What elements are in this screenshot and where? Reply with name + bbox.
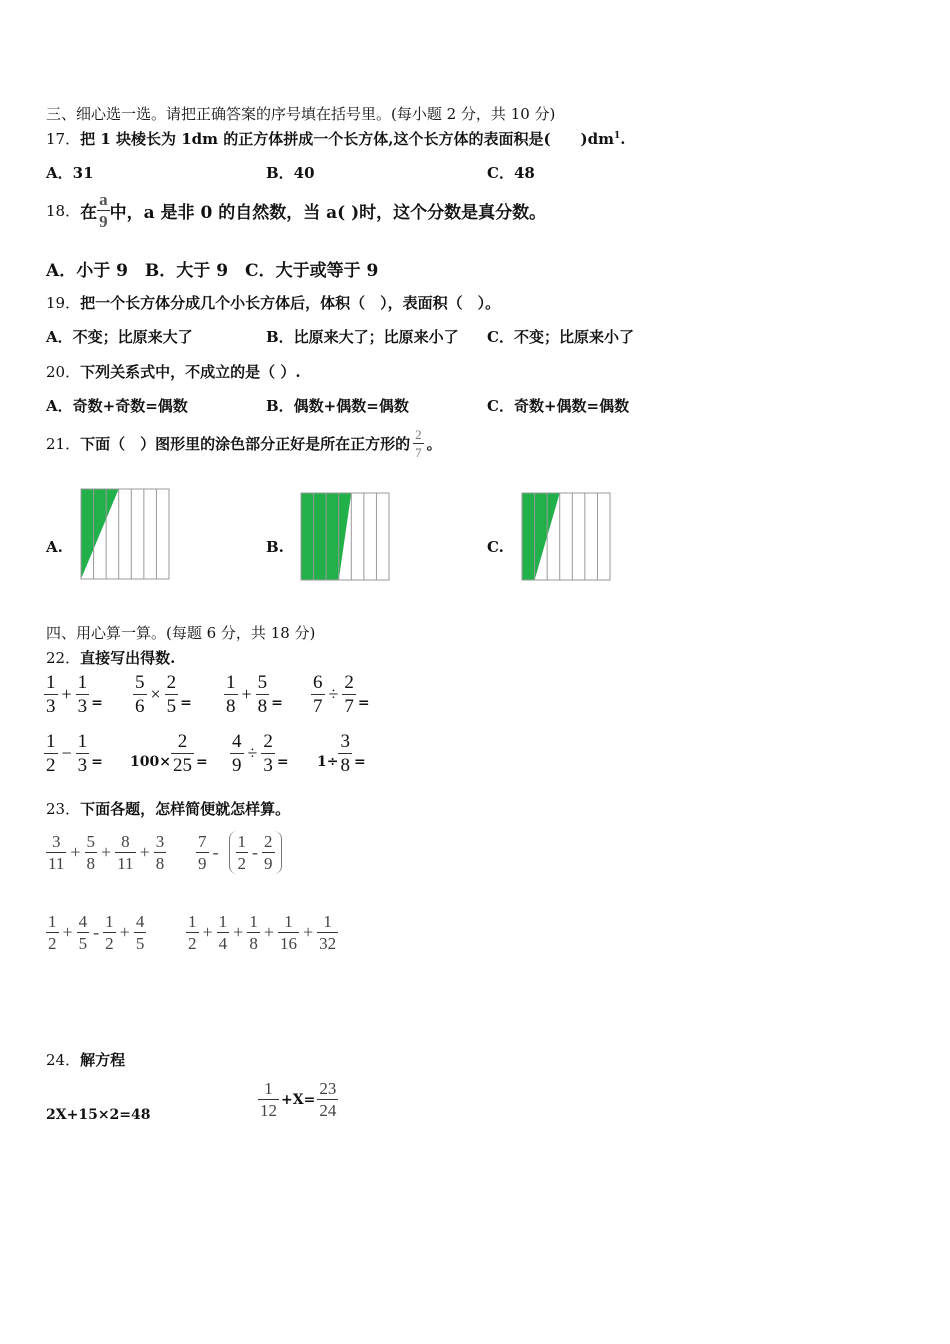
fraction-denominator: 16	[279, 934, 297, 953]
question-19-option-a[interactable]: A．不变；比原来大了	[46, 328, 193, 346]
fraction-denominator: 2	[105, 934, 114, 953]
fraction-numerator: 1	[249, 912, 258, 931]
fraction-denominator: 3	[77, 696, 88, 717]
question-21	[46, 428, 442, 459]
fraction-denominator: 2	[46, 755, 56, 776]
equals-sign: =	[353, 754, 366, 770]
question-23-number: 23．	[46, 800, 81, 818]
question-21-option-b[interactable]: B.	[266, 538, 284, 556]
fraction-numerator: 1	[188, 912, 197, 931]
fraction-denominator: 6	[135, 696, 145, 717]
equation-2-middle: +X=	[281, 1091, 316, 1108]
question-24	[46, 1049, 125, 1070]
fraction-numerator: 1	[264, 1079, 273, 1098]
fraction-denominator: 7	[415, 445, 422, 460]
fraction	[317, 913, 338, 952]
question-21-option-c[interactable]: C.	[487, 538, 504, 556]
question-19-option-c[interactable]: C．不变；比原来小了	[487, 328, 634, 346]
equation-2	[258, 1080, 338, 1119]
fraction	[103, 913, 116, 952]
fraction-numerator: a	[99, 190, 108, 209]
question-18-options[interactable]: A．小于 9 B．大于 9 C．大于或等于 9	[46, 261, 379, 281]
question-20-option-a[interactable]: A．奇数+奇数=偶数	[46, 397, 188, 415]
fraction	[247, 913, 260, 952]
fraction	[317, 1080, 338, 1119]
fraction-denominator: 25	[172, 755, 192, 776]
operator: -	[93, 922, 100, 942]
fraction-denominator: 7	[313, 696, 323, 717]
calc-prefix: 100×	[130, 754, 171, 770]
fraction-denominator: 3	[46, 696, 56, 717]
fraction-numerator: 1	[48, 912, 57, 931]
question-24-number: 24．	[46, 1051, 81, 1069]
fraction-numerator: 2	[415, 427, 422, 442]
question-17-end: .	[620, 130, 626, 148]
question-20-text: 下列关系式中，不成立的是（ ）.	[80, 363, 301, 381]
equation-1: 2X+15×2=48	[46, 1107, 151, 1123]
fraction-denominator: 5	[78, 934, 88, 953]
equals-sign: =	[276, 754, 289, 770]
option-c-figure[interactable]	[521, 492, 613, 582]
operator: +	[302, 922, 314, 942]
fraction-numerator: 1	[77, 731, 88, 752]
operator: +	[233, 922, 244, 942]
question-17-option-c[interactable]: C．48	[487, 164, 535, 182]
fraction-numerator: 1	[77, 672, 88, 693]
question-23-text: 下面各题，怎样简便就怎样算。	[80, 800, 291, 818]
question-21-fraction	[413, 428, 424, 459]
fraction-numerator: 2	[166, 672, 177, 693]
shaded-region	[81, 489, 119, 579]
fraction	[236, 833, 249, 872]
fraction	[46, 913, 59, 952]
operator: +	[61, 684, 72, 704]
fraction-denominator: 4	[218, 934, 228, 953]
fraction	[171, 732, 194, 775]
question-21-number: 21．	[46, 435, 81, 453]
calc-item-3	[224, 673, 283, 716]
calc-prefix: 1÷	[317, 754, 339, 770]
fraction-denominator: 32	[319, 934, 337, 953]
operator: −	[61, 743, 72, 763]
question-20-option-c[interactable]: C．奇数+偶数=偶数	[487, 397, 630, 415]
fraction-numerator: 3	[340, 731, 350, 752]
operator: +	[119, 922, 130, 942]
calc-item-7	[230, 732, 289, 775]
fraction-numerator: 1	[46, 731, 56, 752]
question-17-exponent: 1	[614, 131, 621, 141]
fraction	[165, 673, 179, 716]
fraction-numerator: 1	[226, 672, 236, 693]
equals-sign: =	[91, 695, 103, 711]
question-22	[46, 647, 175, 668]
fraction-numerator: 1	[237, 832, 246, 851]
operator: +	[101, 842, 112, 862]
calc-item-4	[311, 673, 370, 716]
operator: ÷	[328, 684, 339, 704]
fraction-numerator: 1	[218, 912, 228, 931]
fraction-numerator: 5	[135, 672, 145, 693]
fraction-denominator: 8	[340, 755, 350, 776]
operator: +	[241, 684, 252, 704]
fraction	[217, 913, 230, 952]
question-20-number: 20．	[46, 363, 81, 381]
fraction-numerator: 1	[105, 912, 114, 931]
shaded-region	[522, 493, 560, 580]
simplify-expression-3	[46, 913, 146, 952]
fraction-denominator: 9	[232, 755, 242, 776]
operator: -	[212, 842, 219, 862]
fraction-denominator: 2	[48, 934, 57, 953]
fraction	[76, 732, 90, 775]
question-19-number: 19．	[46, 294, 81, 312]
fraction-denominator: 9	[198, 854, 207, 873]
fraction-numerator: 2	[264, 832, 273, 851]
fraction	[44, 732, 58, 775]
equals-sign: =	[357, 695, 370, 711]
fraction-denominator: 24	[319, 1101, 337, 1120]
fraction-denominator: 7	[344, 696, 354, 717]
question-17-option-b[interactable]: B．40	[266, 164, 315, 182]
question-17-number: 17．	[46, 130, 81, 148]
option-b-figure[interactable]	[300, 492, 392, 582]
question-17-text: 把 1 块棱长为 1dm 的正方体拼成一个长方体,这个长方体的表面积是( )dm	[80, 130, 614, 148]
question-19	[46, 292, 500, 313]
operator: +	[263, 922, 274, 942]
fraction	[261, 732, 275, 775]
calc-item-1	[44, 673, 103, 716]
equals-sign: =	[195, 754, 208, 770]
fraction	[77, 913, 90, 952]
equals-sign: =	[180, 695, 192, 711]
fraction-denominator: 8	[155, 854, 165, 873]
fraction-numerator: 4	[135, 912, 145, 931]
fraction-denominator: 8	[86, 854, 96, 873]
simplify-expression-4	[186, 913, 338, 952]
question-18-text: 中，a 是非 0 的自然数，当 a( )时，这个分数是真分数。	[109, 203, 547, 223]
question-21-option-a[interactable]: A.	[46, 538, 63, 556]
fraction-denominator: 9	[99, 212, 108, 231]
question-17	[46, 128, 626, 149]
fraction-denominator: 8	[249, 934, 258, 953]
section-4-header: 四、用心算一算。(每题 6 分，共 18 分)	[46, 624, 316, 642]
fraction-denominator: 3	[263, 755, 273, 776]
question-20-option-b[interactable]: B．偶数+偶数=偶数	[266, 397, 409, 415]
fraction-numerator: 1	[284, 912, 293, 931]
fraction-denominator: 8	[226, 696, 236, 717]
fraction	[115, 833, 135, 872]
option-a-figure[interactable]	[80, 488, 172, 581]
simplify-expression-2	[196, 831, 282, 874]
question-18	[46, 191, 546, 230]
fraction-numerator: 7	[198, 832, 207, 851]
calc-item-8	[317, 732, 366, 775]
operator: ÷	[247, 743, 258, 763]
fraction-numerator: 23	[319, 1079, 337, 1098]
fraction-denominator: 2	[188, 934, 197, 953]
calc-item-2	[133, 673, 192, 716]
fraction-denominator: 11	[117, 854, 134, 873]
section-3-header: 三、细心选一选。请把正确答案的序号填在括号里。(每小题 2 分，共 10 分)	[46, 105, 556, 123]
calc-item-6	[130, 732, 208, 775]
question-18-number: 18．	[46, 202, 81, 220]
fraction-numerator: 6	[313, 672, 323, 693]
fraction	[338, 732, 352, 775]
fraction	[44, 673, 58, 716]
fraction	[154, 833, 167, 872]
equals-sign: =	[91, 754, 103, 770]
question-21-text: 下面（ ）图形里的涂色部分正好是所在正方形的	[80, 435, 411, 453]
question-18-fraction	[97, 191, 110, 230]
fraction-numerator: 2	[177, 731, 188, 752]
fraction	[85, 833, 98, 872]
question-22-text: 直接写出得数.	[80, 649, 176, 667]
fraction-denominator: 5	[135, 934, 145, 953]
fraction	[224, 673, 238, 716]
fraction-numerator: 1	[46, 672, 56, 693]
fraction	[134, 913, 147, 952]
question-19-text: 把一个长方体分成几个小长方体后，体积（ ），表面积（ ）。	[80, 294, 501, 312]
fraction-numerator: 2	[263, 731, 273, 752]
fraction	[230, 732, 244, 775]
operator: +	[202, 922, 213, 942]
question-18-prefix: 在	[80, 203, 98, 223]
fraction-numerator: 5	[257, 672, 268, 693]
fraction-denominator: 8	[257, 696, 268, 717]
question-20	[46, 361, 301, 382]
fraction-numerator: 3	[51, 832, 61, 851]
fraction-numerator: 4	[78, 912, 88, 931]
fraction	[342, 673, 356, 716]
fraction-denominator: 5	[166, 696, 177, 717]
fraction	[262, 833, 275, 872]
question-19-option-b[interactable]: B．比原来大了；比原来小了	[266, 328, 459, 346]
fraction-denominator: 3	[77, 755, 88, 776]
fraction-numerator: 1	[323, 912, 332, 931]
fraction-numerator: 8	[121, 832, 130, 851]
fraction-numerator: 2	[344, 672, 354, 693]
equals-sign: =	[271, 695, 283, 711]
fraction-denominator: 12	[260, 1101, 277, 1120]
operator: +	[62, 922, 73, 942]
operator: ×	[150, 684, 161, 704]
parentheses-group	[229, 831, 282, 874]
fraction	[258, 1080, 279, 1119]
fraction-denominator: 11	[48, 854, 65, 873]
operator: -	[252, 842, 258, 862]
fraction	[133, 673, 147, 716]
fraction	[76, 673, 90, 716]
operator: +	[139, 842, 150, 862]
fraction	[196, 833, 209, 872]
fraction-numerator: 5	[86, 832, 96, 851]
fraction-denominator: 9	[264, 854, 273, 873]
question-17-option-a[interactable]: A．31	[46, 164, 94, 182]
question-24-text: 解方程	[80, 1051, 126, 1069]
fraction-denominator: 2	[237, 854, 246, 873]
fraction-numerator: 3	[155, 832, 165, 851]
question-23	[46, 798, 290, 819]
fraction-numerator: 4	[232, 731, 242, 752]
simplify-expression-1	[46, 833, 166, 872]
fraction	[46, 833, 66, 872]
fraction	[256, 673, 270, 716]
question-21-end: 。	[426, 435, 442, 453]
calc-item-5	[44, 732, 103, 775]
fraction	[278, 913, 299, 952]
question-22-number: 22．	[46, 649, 81, 667]
fraction	[311, 673, 325, 716]
fraction	[186, 913, 199, 952]
operator: +	[70, 842, 81, 862]
